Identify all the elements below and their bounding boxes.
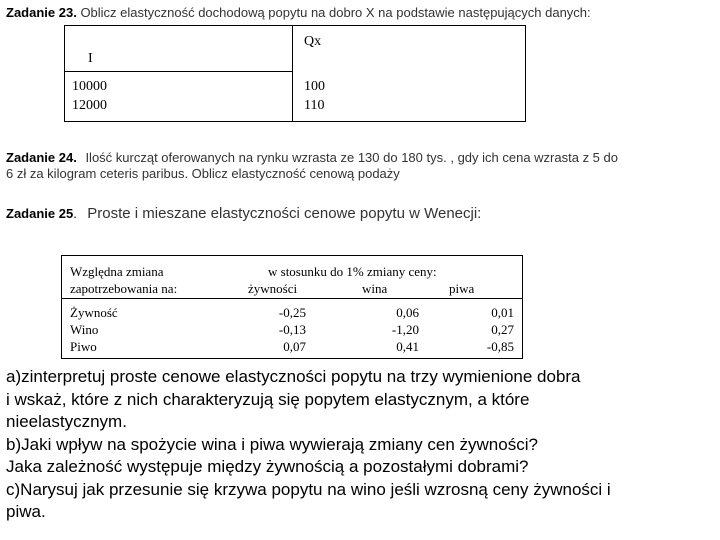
quantity-column-header: Qx — [304, 34, 322, 49]
task-23-heading — [6, 5, 591, 21]
column-group-title: w stosunku do 1% zmiany ceny: — [268, 264, 437, 279]
elasticity-value: -0,85 — [486, 339, 514, 354]
task-24-text: Ilość kurcząt oferowanych na rynku wzrasta ze 130 do 180 tys. , gdy ich cena wzrasta z 5 do — [85, 150, 618, 165]
elasticity-value: 0,06 — [396, 305, 419, 320]
elasticity-value: -0,25 — [278, 305, 306, 320]
income-column-header: I — [88, 51, 93, 66]
question-line: i wskaż, które z nich charakteryzują się popytem elastycznym, a które — [6, 389, 530, 409]
elasticity-value: -0,13 — [278, 322, 306, 337]
task-23-label: Zadanie 23. — [6, 5, 77, 20]
elasticity-value: 0,07 — [283, 339, 306, 354]
task-23-text: Oblicz elastyczność dochodową popytu na dobro X na podstawie następujących danych: — [80, 5, 591, 20]
quantity-value: 100 — [304, 79, 325, 94]
elasticity-value: 0,01 — [491, 305, 514, 320]
row-header-line2: zapotrzebowania na: — [70, 281, 178, 296]
question-line: nieelastycznym. — [6, 412, 127, 431]
income-table-divider — [292, 25, 293, 121]
task-25-label-dot: . — [73, 206, 77, 221]
column-header-beer: piwa — [449, 281, 475, 296]
income-table — [64, 25, 526, 122]
elasticity-value: 0,41 — [396, 339, 419, 354]
quantity-value: 110 — [304, 98, 325, 113]
column-header-wine: wina — [362, 281, 388, 296]
question-line: b)Jaki wpływ na spożycie wina i piwa wywierają zmiany cen żywności? — [6, 434, 538, 454]
elasticity-value: 0,27 — [491, 322, 514, 337]
column-header-food: żywności — [248, 281, 298, 296]
task-25-text: Proste i mieszane elastyczności cenowe popytu w Wenecji: — [87, 205, 482, 222]
question-line: a)zinterpretuj proste cenowe elastyczności popytu na trzy wymienione dobra — [6, 367, 581, 386]
question-line: piwa. — [6, 502, 46, 521]
elasticity-value: -1,20 — [391, 322, 419, 337]
income-table-header-rule — [64, 71, 293, 72]
task-24-heading — [6, 150, 618, 166]
row-label-beer: Piwo — [70, 339, 97, 354]
question-line: Jaka zależność występuje między żywnością a pozostałymi dobrami? — [6, 457, 529, 476]
income-value: 10000 — [72, 79, 107, 94]
row-header-line1: Względna zmiana — [70, 264, 164, 279]
task-25-label: Zadanie 25 — [6, 206, 74, 221]
task-25-heading — [6, 205, 481, 223]
elasticity-table-header-rule — [61, 298, 522, 299]
income-value: 12000 — [72, 98, 107, 113]
question-line: c)Narysuj jak przesunie się krzywa popytu na wino jeśli wzrosną ceny żywności i — [6, 479, 611, 499]
row-label-wine: Wino — [70, 322, 99, 337]
row-label-food: Żywność — [70, 305, 118, 320]
task-24-text-line2: 6 zł za kilogram ceteris paribus. Oblicz elastyczność cenową podaży — [6, 166, 400, 181]
task-24-label: Zadanie 24. — [6, 150, 77, 165]
